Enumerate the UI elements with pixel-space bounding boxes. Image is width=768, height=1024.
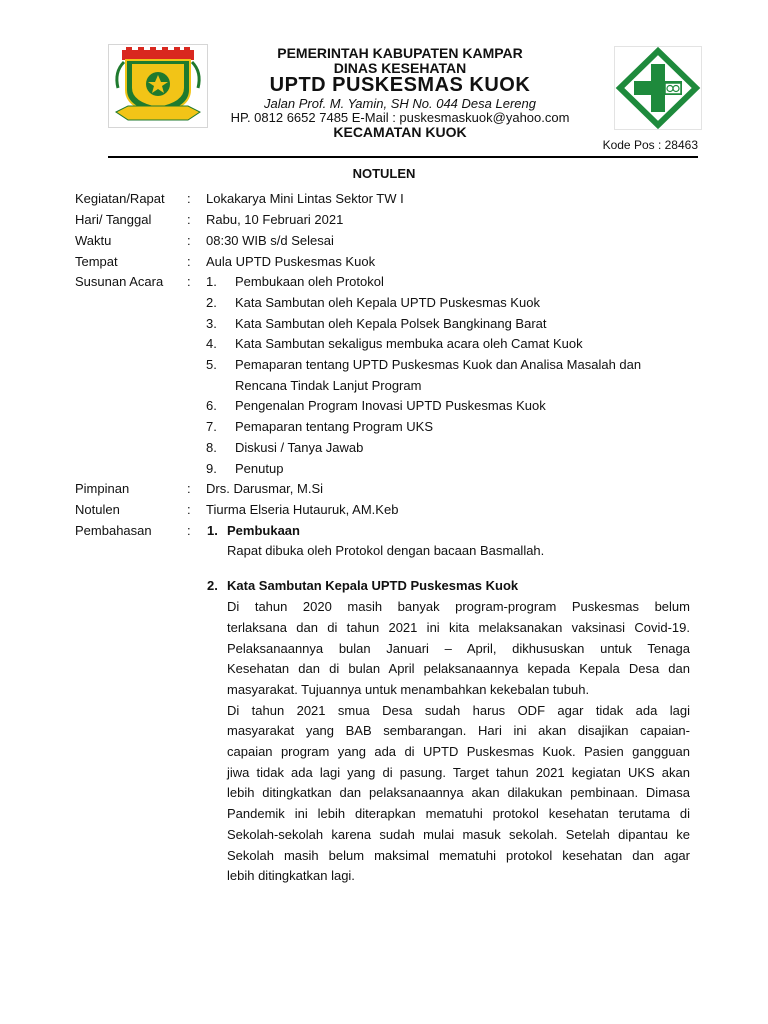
paragraph-line: lebih ditingkatkan lagi. [227,868,355,883]
paragraph-line: Pelaksanaannya bulan Januari – April, dikhususkan untuk Tenaga [227,641,690,656]
info-value: Lokakarya Mini Lintas Sektor TW I [206,191,404,206]
agenda-item: Pengenalan Program Inovasi UPTD Puskesmas Kuok [235,398,546,413]
agenda-number: 7. [206,419,217,434]
section-number: 1. [207,523,218,538]
section-text: Rapat dibuka oleh Protokol dengan bacaan Basmallah. [227,543,545,558]
info-colon: : [187,254,191,269]
paragraph-line: masyarakat. Tujuannya untuk menambahkan kekebalan tubuh. [227,682,590,697]
puskesmas-cross-logo-icon [614,46,702,130]
paragraph-line: Sekolah masih belum maksimal mematuhi protokol kesehatan dan agar [227,848,690,863]
agenda-number: 9. [206,461,217,476]
agenda-item: Pemaparan tentang UPTD Puskesmas Kuok dan Analisa Masalah dan [235,357,642,372]
info-colon: : [187,481,191,496]
kop-kontak: HP. 0812 6652 7485 E-Mail : puskesmaskuok@yahoo.com [230,110,570,125]
agenda-number: 6. [206,398,217,413]
agenda-item: Penutup [235,461,284,476]
info-value: Tiurma Elseria Hutauruk, AM.Keb [206,502,399,517]
agenda-item: Pemaparan tentang Program UKS [235,419,433,434]
agenda-item: Diskusi / Tanya Jawab [235,440,364,455]
info-colon: : [187,523,191,538]
agenda-number: 1. [206,274,217,289]
paragraph-line: terlaksana dan di tahun 2021 ini kita melaksanakan vaksinasi Covid-19. [227,620,690,635]
paragraph-line: Pandemik ini lebih diterapkan mematuhi protokol kesehatan terutama di [227,806,690,821]
kabupaten-kampar-emblem-icon [108,44,208,128]
info-colon: : [187,233,191,248]
paragraph-line: jiwa tidak ada lagi yang di pasung. Target tahun 2021 kegiatan UKS akan [227,765,690,780]
info-label: Pimpinan [75,481,130,496]
paragraph-line: masyarakat yang BAB sembarangan. Hari ini akan disajikan capaian- [227,723,690,738]
agenda-number: 8. [206,440,217,455]
info-label: Kegiatan/Rapat [75,191,165,206]
paragraph-line: Kesehatan dan di bulan April pelaksanaannya kepada Kepala Desa dan [227,661,690,676]
info-value: Aula UPTD Puskesmas Kuok [206,254,376,269]
paragraph-line: Sekolah-sekolah karena sudah mulai masuk sekolah. Setelah dipantau ke [227,827,690,842]
paragraph-line: capaian program yang ada di UPTD Puskesmas Kuok. Pasien gangguan [227,744,690,759]
info-label: Pembahasan [75,523,152,538]
kop-dinas: DINAS KESEHATAN [333,60,467,76]
agenda-item: Kata Sambutan oleh Kepala Polsek Bangkinang Barat [235,316,547,331]
info-value: Rabu, 10 Februari 2021 [206,212,344,227]
info-label: Notulen [75,502,120,517]
agenda-number: 3. [206,316,217,331]
section-title: Pembukaan [227,523,300,538]
section-title: Kata Sambutan Kepala UPTD Puskesmas Kuok [227,578,519,593]
info-value: Drs. Darusmar, M.Si [206,481,324,496]
header-divider [108,156,698,158]
agenda-item-continued: Rencana Tindak Lanjut Program [235,378,422,393]
kode-pos: Kode Pos : 28463 [602,138,698,152]
kop-pemerintah: PEMERINTAH KABUPATEN KAMPAR [277,45,523,61]
kop-alamat: Jalan Prof. M. Yamin, SH No. 044 Desa Lereng [264,96,536,111]
paragraph-line: Di tahun 2021 smua Desa sudah harus ODF agar tidak ada lagi [227,703,690,718]
agenda-item: Kata Sambutan oleh Kepala UPTD Puskesmas Kuok [235,295,540,310]
info-label: Tempat [75,254,118,269]
section-number: 2. [207,578,218,593]
kop-kecamatan: KECAMATAN KUOK [333,124,467,140]
agenda-number: 2. [206,295,217,310]
info-colon: : [187,191,191,206]
info-value: 08:30 WIB s/d Selesai [206,233,334,248]
info-label: Susunan Acara [75,274,164,289]
agenda-item: Pembukaan oleh Protokol [235,274,384,289]
agenda-number: 5. [206,357,217,372]
info-colon: : [187,212,191,227]
info-label: Hari/ Tanggal [75,212,152,227]
agenda-item: Kata Sambutan sekaligus membuka acara oleh Camat Kuok [235,336,583,351]
paragraph-line: Di tahun 2020 masih banyak program-program Puskesmas belum [227,599,690,614]
document-title: NOTULEN [352,166,416,181]
agenda-number: 4. [206,336,217,351]
info-colon: : [187,502,191,517]
paragraph-line: lebih ditingkatkan dan pelaksanaannya akan dilakukan pembinaan. Dimasa [227,785,690,800]
info-label: Waktu [75,233,112,248]
kop-instansi: UPTD PUSKESMAS KUOK [269,74,531,96]
info-colon: : [187,274,191,289]
